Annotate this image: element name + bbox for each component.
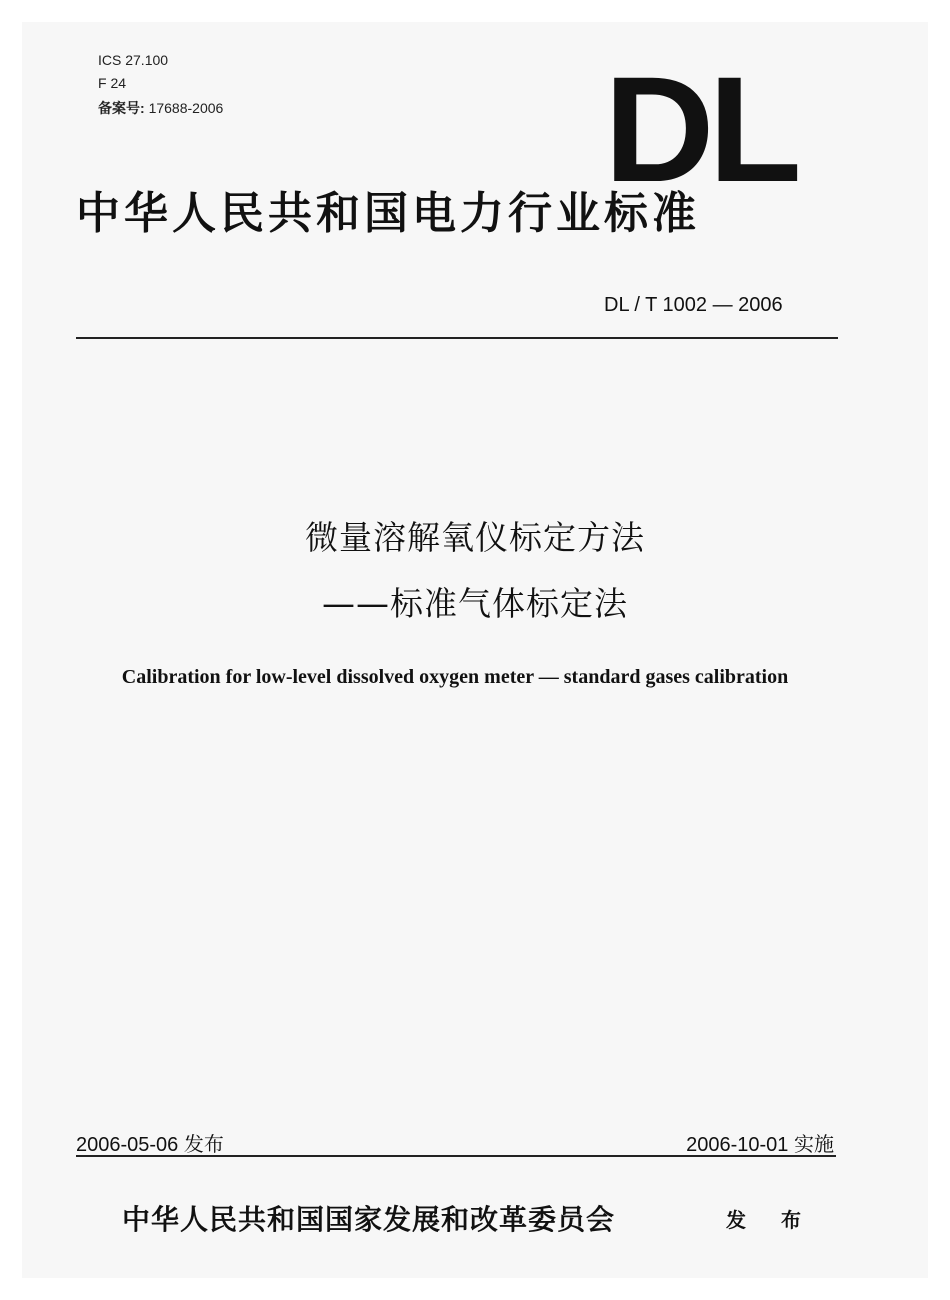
record-number-label: 备案号: [98,100,145,116]
bottom-divider [76,1155,836,1157]
main-title: 中华人民共和国电力行业标准 [76,188,700,239]
title-chinese-line1: 微量溶解氧仪标定方法 [305,518,645,557]
publisher-name: 中华人民共和国国家发展和改革委员会 [122,1203,616,1236]
issue-date: 2006-05-06 发布 [76,1134,224,1156]
publish-label: 发 布 [726,1208,815,1232]
classification-code: F 24 [98,75,127,91]
top-divider [76,337,838,339]
record-number-value: 17688-2006 [148,100,224,116]
title-chinese-line2: ——标准气体标定法 [322,584,628,623]
standard-number: DL / T 1002 — 2006 [604,294,783,316]
dl-logo: DL [604,45,796,213]
ics-code: ICS 27.100 [98,52,169,68]
implementation-date: 2006-10-01 实施 [686,1134,834,1156]
record-number [98,101,223,115]
title-english: Calibration for low-level dissolved oxygen meter — standard gases calibration [121,666,789,688]
